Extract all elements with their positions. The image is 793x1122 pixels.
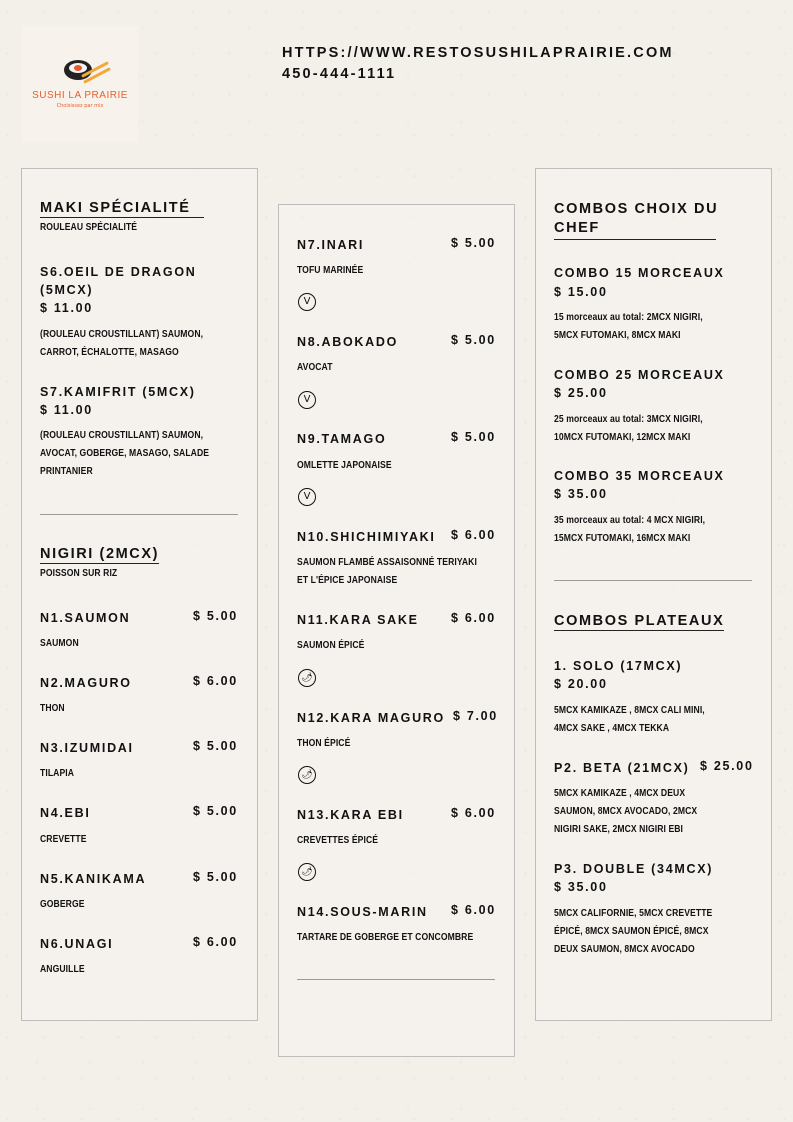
menu-item-desc: ET L'ÉPICE JAPONAISE (297, 575, 398, 586)
menu-item-price: $ 6.00 (451, 611, 496, 625)
sushi-roll-icon (64, 60, 92, 80)
menu-item-desc: 5MCX CALIFORNIE, 5MCX CREVETTE (554, 908, 713, 919)
menu-item-name: P3. DOUBLE (34MCX) (554, 862, 714, 876)
menu-item-desc: ANGUILLE (40, 964, 85, 975)
menu-item-price: $ 6.00 (451, 806, 496, 820)
divider (554, 580, 752, 581)
menu-item-price: $ 11.00 (40, 301, 93, 315)
menu-item-name: COMBO 15 MORCEAUX (554, 266, 725, 280)
menu-item-desc: AVOCAT, GOBERGE, MASAGO, SALADE (40, 448, 210, 459)
menu-item-desc: 35 morceaux au total: 4 MCX NIGIRI, (554, 515, 706, 526)
menu-item-name: N2.MAGURO (40, 676, 132, 690)
logo-name: SUSHI LA PRAIRIE (32, 90, 128, 101)
menu-item-name: S7.KAMIFRIT (5MCX) (40, 385, 196, 399)
menu-item-name: N13.KARA EBI (297, 808, 404, 822)
menu-item-desc: 10MCX FUTOMAKI, 12MCX MAKI (554, 432, 691, 443)
menu-item-name: N6.UNAGI (40, 937, 114, 951)
menu-item-price: $ 35.00 (554, 487, 608, 501)
menu-item-name: S6.OEIL DE DRAGON (40, 265, 197, 279)
menu-item-name: N11.KARA SAKE (297, 613, 419, 627)
menu-item-desc: SAUMON ÉPICÉ (297, 640, 365, 651)
contact-info (282, 43, 674, 85)
menu-item-price: $ 25.00 (700, 759, 754, 773)
menu-item-name: N14.SOUS-MARIN (297, 905, 428, 919)
menu-item-price: $ 5.00 (193, 609, 238, 623)
menu-item-price: $ 15.00 (554, 285, 608, 299)
menu-item-desc: DEUX SAUMON, 8MCX AVOCADO (554, 944, 695, 955)
menu-item-price: $ 11.00 (40, 403, 93, 417)
nigiri-title: NIGIRI (2MCX) (40, 546, 160, 562)
menu-item-name: N9.TAMAGO (297, 432, 387, 446)
menu-item-desc: CREVETTE (40, 834, 87, 845)
logo-tagline: Choisissez par mix (56, 103, 104, 109)
website-link[interactable]: HTTPS://WWW.RESTOSUSHILAPRAIRIE.COM (282, 45, 674, 61)
menu-item-price: $ 5.00 (193, 804, 238, 818)
menu-item-desc: GOBERGE (40, 899, 85, 910)
menu-item-name: N3.IZUMIDAI (40, 741, 134, 755)
menu-item-desc: TARTARE DE GOBERGE ET CONCOMBRE (297, 932, 474, 943)
menu-item-price: $ 25.00 (554, 386, 608, 400)
menu-item-name: N4.EBI (40, 806, 91, 820)
menu-item-desc: 25 morceaux au total: 3MCX NIGIRI, (554, 414, 703, 425)
menu-item-name: COMBO 35 MORCEAUX (554, 469, 725, 483)
menu-item-price: $ 20.00 (554, 677, 608, 691)
phone-number[interactable]: 450-444-1111 (282, 66, 397, 82)
menu-item-desc: TOFU MARINÉE (297, 265, 364, 276)
menu-item-name: N8.ABOKADO (297, 335, 399, 349)
menu-item-price: $ 5.00 (451, 333, 496, 347)
menu-item-name: N5.KANIKAMA (40, 872, 147, 886)
spicy-icon: 🌶 (298, 863, 316, 881)
menu-item-desc: 15 morceaux au total: 2MCX NIGIRI, (554, 312, 703, 323)
menu-item-desc: 5MCX FUTOMAKI, 8MCX MAKI (554, 330, 681, 341)
menu-item-desc: CARROT, ÉCHALOTTE, MASAGO (40, 347, 179, 358)
restaurant-logo (22, 26, 138, 142)
spicy-icon: 🌶 (298, 669, 316, 687)
menu-item-desc: 4MCX SAKE , 4MCX TEKKA (554, 723, 670, 734)
menu-item-name: P2. BETA (21MCX) (554, 761, 690, 775)
menu-item-price: $ 5.00 (451, 430, 496, 444)
divider (40, 514, 238, 515)
vegetarian-icon: V (298, 488, 316, 506)
maki-subtitle: ROULEAU SPÉCIALITÉ (40, 222, 138, 233)
menu-item-desc: OMLETTE JAPONAISE (297, 460, 392, 471)
menu-item-desc: THON (40, 703, 65, 714)
menu-item-desc: PRINTANIER (40, 466, 93, 477)
menu-item-price: $ 5.00 (193, 870, 238, 884)
menu-item-name: COMBO 25 MORCEAUX (554, 368, 725, 382)
menu-item-desc: (ROULEAU CROUSTILLANT) SAUMON, (40, 430, 204, 441)
menu-item-price: $ 5.00 (193, 739, 238, 753)
spicy-icon: 🌶 (298, 766, 316, 784)
menu-item-desc: SAUMON (40, 638, 79, 649)
maki-title: MAKI SPÉCIALITÉ (40, 199, 204, 218)
menu-item-desc: SAUMON FLAMBÉ ASSAISONNÉ TERIYAKI (297, 557, 477, 568)
menu-item-desc: CREVETTES ÉPICÉ (297, 835, 379, 846)
menu-item-price: $ 5.00 (451, 236, 496, 250)
vegetarian-icon: V (298, 391, 316, 409)
menu-item-desc: (ROULEAU CROUSTILLANT) SAUMON, (40, 329, 204, 340)
menu-item-name: N10.SHICHIMIYAKI (297, 530, 436, 544)
menu-item-price: $ 6.00 (193, 935, 238, 949)
menu-item-price: $ 35.00 (554, 880, 608, 894)
menu-item-desc: THON ÉPICÉ (297, 738, 351, 749)
plateaux-title: COMBOS PLATEAUX (554, 613, 725, 629)
menu-item-desc: TILAPIA (40, 768, 75, 779)
menu-item-name: N1.SAUMON (40, 611, 131, 625)
menu-item-desc: ÉPICÉ, 8MCX SAUMON ÉPICÉ, 8MCX (554, 926, 709, 937)
menu-item-name: 1. SOLO (17MCX) (554, 659, 683, 673)
menu-item-name: N7.INARI (297, 238, 365, 252)
vegetarian-icon: V (298, 293, 316, 311)
menu-item-desc: 5MCX KAMIKAZE , 8MCX CALI MINI, (554, 705, 705, 716)
menu-item-price: $ 6.00 (193, 674, 238, 688)
menu-item-desc: 15MCX FUTOMAKI, 16MCX MAKI (554, 533, 691, 544)
menu-item-desc: SAUMON, 8MCX AVOCADO, 2MCX (554, 806, 698, 817)
nigiri-subtitle: POISSON SUR RIZ (40, 568, 118, 579)
menu-item-desc: 5MCX KAMIKAZE , 4MCX DEUX (554, 788, 686, 799)
menu-item-price: $ 6.00 (451, 903, 496, 917)
menu-item-name: (5MCX) (40, 283, 94, 297)
menu-item-desc: AVOCAT (297, 362, 333, 373)
menu-item-desc: NIGIRI SAKE, 2MCX NIGIRI EBI (554, 824, 684, 835)
divider (297, 979, 495, 980)
menu-item-price: $ 6.00 (451, 528, 496, 542)
menu-item-name: N12.KARA MAGURO (297, 711, 445, 725)
chef-combos-title: COMBOS CHOIX DU CHEF (554, 200, 718, 240)
menu-item-price: $ 7.00 (453, 709, 498, 723)
